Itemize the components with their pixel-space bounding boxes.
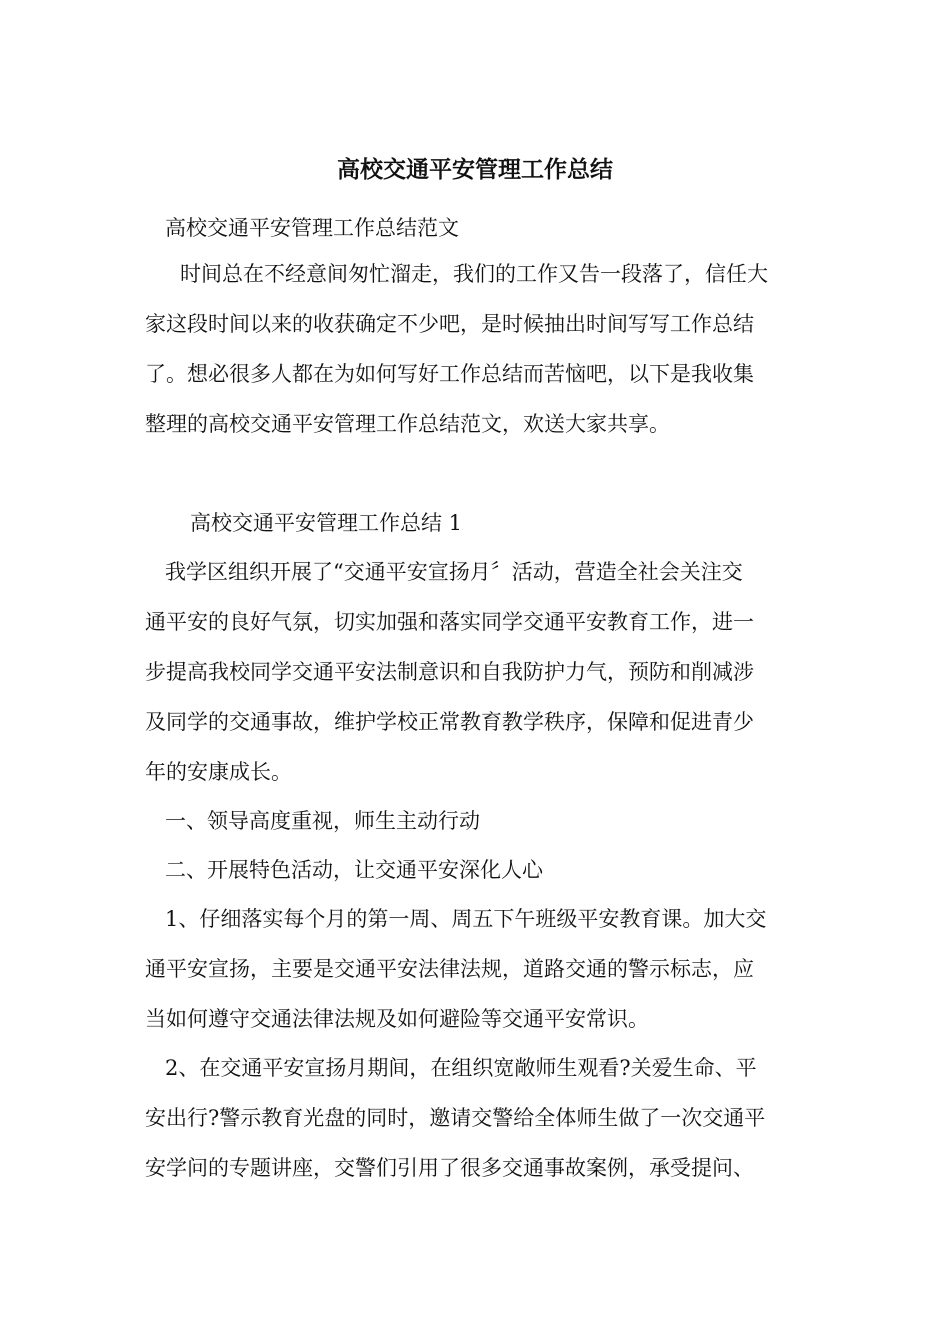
intro-line-3: 了。想必很多人都在为如何写好工作总结而苦恼吧，以下是我收集 bbox=[145, 362, 754, 386]
item-two: 二、开展特色活动，让交通平安深化人心 bbox=[165, 858, 543, 882]
section-para-line-1: 我学区组织开展了“交通平安宣扬月〞活动，营造全社会关注交 bbox=[165, 560, 743, 584]
section-para-line-3: 步提高我校同学交通平安法制意识和自我防护力气，预防和削减涉 bbox=[145, 660, 754, 684]
item-one: 一、领导高度重视，师生主动行动 bbox=[165, 809, 480, 833]
section-para-line-2: 通平安的良好气氛，切实加强和落实同学交通平安教育工作，进一 bbox=[145, 610, 754, 634]
intro-line-2: 家这段时间以来的收获确定不少吧，是时候抽出时间写写工作总结 bbox=[145, 312, 754, 336]
document-title: 高校交通平安管理工作总结 bbox=[337, 156, 613, 183]
point1-line-2: 通平安宣扬，主要是交通平安法律法规，道路交通的警示标志，应 bbox=[145, 957, 754, 981]
section-heading: 高校交通平安管理工作总结 1 bbox=[190, 511, 463, 535]
point2-line-2: 安出行?警示教育光盘的同时，邀请交警给全体师生做了一次交通平 bbox=[145, 1106, 766, 1130]
point2-line-1: 2、在交通平安宣扬月期间，在组织宽敞师生观看?关爱生命、平 bbox=[165, 1056, 757, 1080]
point2-line-3: 安学问的专题讲座，交警们引用了很多交通事故案例，承受提问、 bbox=[145, 1156, 754, 1180]
point1-line-3: 当如何遵守交通法律法规及如何避险等交通平安常识。 bbox=[145, 1007, 649, 1031]
intro-line-1: 时间总在不经意间匆忙溜走，我们的工作又告一段落了，信任大 bbox=[180, 262, 768, 286]
section-para-line-5: 年的安康成长。 bbox=[145, 760, 292, 784]
document-subtitle: 高校交通平安管理工作总结范文 bbox=[165, 216, 459, 240]
section-para-line-4: 及同学的交通事故，维护学校正常教育教学秩序，保障和促进青少 bbox=[145, 710, 754, 734]
intro-line-4: 整理的高校交通平安管理工作总结范文，欢送大家共享。 bbox=[145, 412, 670, 436]
point1-line-1: 1、仔细落实每个月的第一周、周五下午班级平安教育课。加大交 bbox=[165, 907, 767, 931]
